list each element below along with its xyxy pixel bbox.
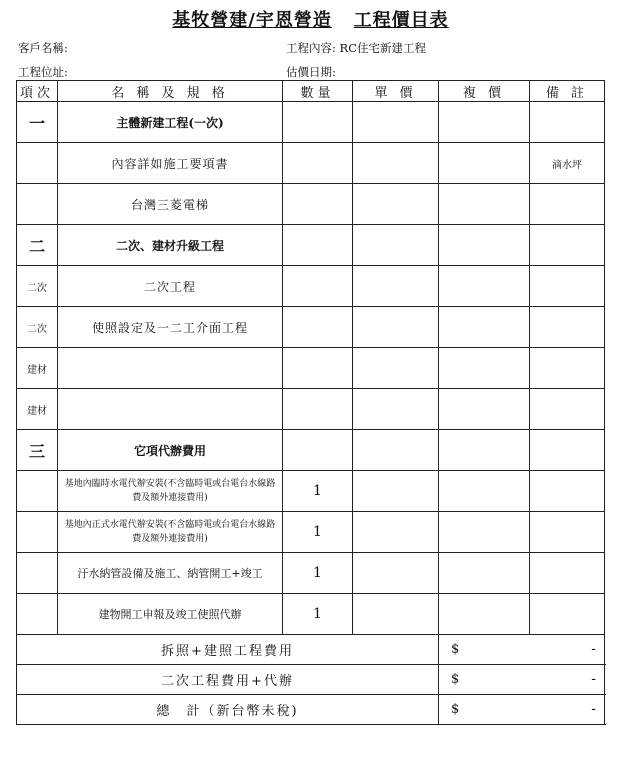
item-code: 建材 xyxy=(17,389,58,430)
item-note: 滴水坪 xyxy=(530,143,605,184)
content-field xyxy=(286,40,426,56)
table-row xyxy=(17,594,605,635)
item-qty: 1 xyxy=(283,471,353,512)
item-code xyxy=(17,512,58,553)
item-qty xyxy=(283,307,353,348)
item-note xyxy=(530,594,605,635)
item-name: 使照設定及一二工介面工程 xyxy=(58,307,283,348)
date-label: 估價日期: xyxy=(286,65,336,79)
section-number: 三 xyxy=(17,430,58,471)
item-code: 建材 xyxy=(17,348,58,389)
item-code xyxy=(17,594,58,635)
summary-row xyxy=(17,695,605,725)
col-header-unit-price: 單 價 xyxy=(353,81,439,102)
item-qty xyxy=(283,389,353,430)
quotation-table xyxy=(16,80,605,725)
item-note xyxy=(530,471,605,512)
item-qty xyxy=(283,348,353,389)
item-qty: 1 xyxy=(283,594,353,635)
summary-label: 拆照+建照工程費用 xyxy=(17,635,439,665)
item-name: 建物開工申報及竣工使照代辦 xyxy=(58,594,283,635)
col-header-name: 名 稱 及 規 格 xyxy=(58,81,283,102)
section-number: 一 xyxy=(17,102,58,143)
item-code xyxy=(17,143,58,184)
summary-amount xyxy=(439,635,605,665)
customer-label: 客戶名稱: xyxy=(18,41,68,55)
item-qty: 1 xyxy=(283,553,353,594)
section-title: 二次、建材升級工程 xyxy=(58,225,283,266)
item-code xyxy=(17,184,58,225)
col-header-note: 備 註 xyxy=(530,81,605,102)
item-note xyxy=(530,184,605,225)
table-row xyxy=(17,348,605,389)
item-note xyxy=(530,389,605,430)
item-note xyxy=(530,553,605,594)
item-name: 基地內正式水電代辦安裝(不含臨時電或台電台水線路費及額外連接費用) xyxy=(58,512,283,553)
item-code: 二次 xyxy=(17,266,58,307)
currency-symbol: $ xyxy=(451,642,460,657)
document-title xyxy=(0,6,621,32)
table-row xyxy=(17,307,605,348)
table-row xyxy=(17,266,605,307)
table-row xyxy=(17,471,605,512)
table-row xyxy=(17,553,605,594)
section-row xyxy=(17,102,605,143)
company-name: 基牧營建/宇恩營造 xyxy=(172,10,332,31)
item-note xyxy=(530,512,605,553)
item-qty: 1 xyxy=(283,512,353,553)
item-name: 內容詳如施工要項書 xyxy=(58,143,283,184)
col-header-item: 項次 xyxy=(17,81,58,102)
summary-row xyxy=(17,635,605,665)
content-value: RC住宅新建工程 xyxy=(339,41,426,55)
item-name: 台灣三菱電梯 xyxy=(58,184,283,225)
col-header-total-price: 複 價 xyxy=(439,81,530,102)
item-name: 基地內臨時水電代辦安裝(不含臨時電或台電台水線路費及額外連接費用) xyxy=(58,471,283,512)
item-name xyxy=(58,348,283,389)
table-row xyxy=(17,184,605,225)
item-note xyxy=(530,266,605,307)
item-name xyxy=(58,389,283,430)
currency-symbol: $ xyxy=(451,672,460,687)
section-title: 主體新建工程(一次) xyxy=(58,102,283,143)
table-row xyxy=(17,143,605,184)
item-code xyxy=(17,553,58,594)
header-row xyxy=(17,81,605,102)
item-note xyxy=(530,307,605,348)
summary-amount xyxy=(439,665,605,695)
item-qty xyxy=(283,143,353,184)
item-note xyxy=(530,348,605,389)
item-code xyxy=(17,471,58,512)
site-label: 工程位址: xyxy=(18,65,68,79)
doc-title: 工程價目表 xyxy=(353,10,449,31)
table-row xyxy=(17,512,605,553)
section-title: 它項代辦費用 xyxy=(58,430,283,471)
currency-symbol: $ xyxy=(451,702,460,717)
item-code: 二次 xyxy=(17,307,58,348)
section-number: 二 xyxy=(17,225,58,266)
item-qty xyxy=(283,266,353,307)
summary-value: - xyxy=(591,672,596,687)
item-qty xyxy=(283,184,353,225)
summary-label: 二次工程費用+代辦 xyxy=(17,665,439,695)
section-row xyxy=(17,430,605,471)
col-header-qty: 數量 xyxy=(283,81,353,102)
summary-label: 總 計（新台幣未稅) xyxy=(17,695,439,725)
item-name: 汙水納管設備及施工、納管開工+竣工 xyxy=(58,553,283,594)
summary-amount xyxy=(439,695,605,725)
table-row xyxy=(17,389,605,430)
summary-row xyxy=(17,665,605,695)
summary-value: - xyxy=(591,702,596,717)
section-row xyxy=(17,225,605,266)
summary-value: - xyxy=(591,642,596,657)
content-label: 工程內容: xyxy=(286,41,336,55)
item-name: 二次工程 xyxy=(58,266,283,307)
